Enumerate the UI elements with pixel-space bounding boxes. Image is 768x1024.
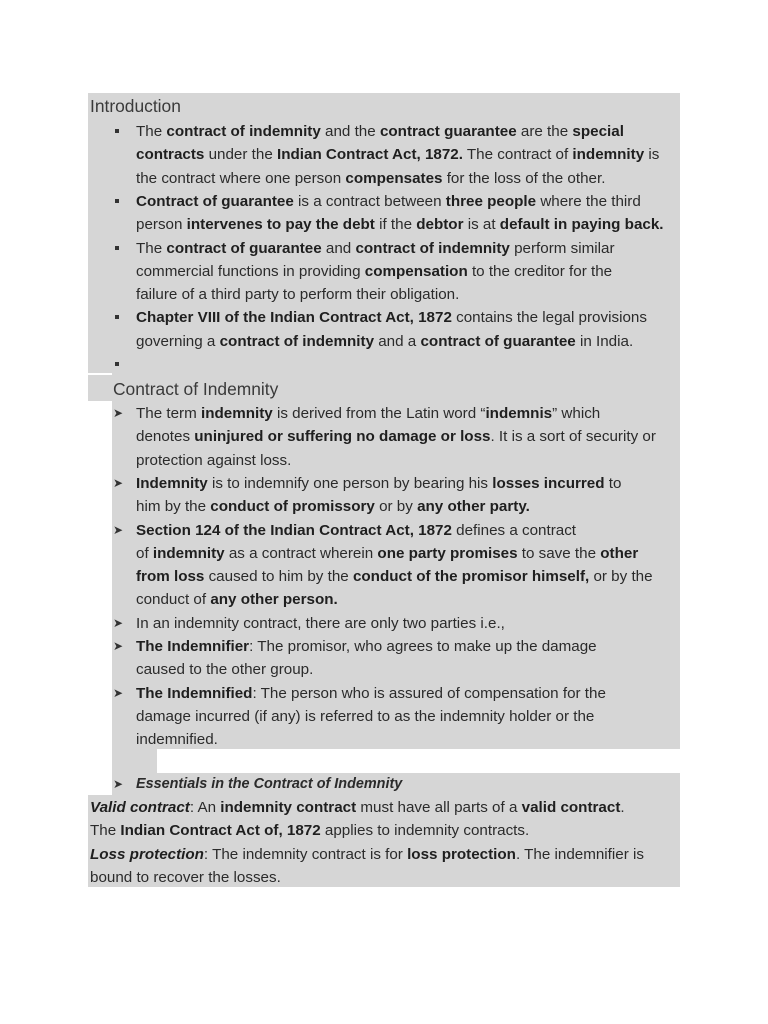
text-run: failure of a third party to perform their obligation.	[136, 286, 460, 304]
arrow-bullet-icon: ➤	[113, 639, 124, 653]
text-line	[136, 283, 459, 306]
arrow-bullet-icon: ➤	[113, 406, 124, 420]
bold-text: Chapter VIII of the Indian Contract Act, 1872	[136, 309, 452, 327]
text-line	[136, 519, 576, 542]
text-run: under the	[204, 146, 277, 164]
text-line	[136, 402, 600, 425]
text-run: is at	[463, 216, 500, 234]
text-run: defines a contract	[451, 521, 577, 539]
text-line	[90, 796, 625, 819]
text-run: The contract of	[462, 146, 573, 164]
essentials-heading: Essentials in the Contract of Indemnity	[136, 776, 403, 792]
bold-text: losses incurred	[492, 474, 605, 492]
text-line	[90, 843, 644, 866]
text-run: damage incurred (if any) is referred to as the indemnity holder or the	[136, 707, 595, 725]
highlight-block	[88, 375, 112, 401]
text-run: and the	[320, 123, 380, 140]
text-run: are the	[516, 123, 573, 140]
text-run: In an indemnity contract, there are only two parties i.e.,	[136, 614, 505, 632]
bold-text: conduct of promissory	[210, 498, 375, 516]
text-run: or by the	[589, 568, 653, 586]
text-run: The	[136, 239, 167, 257]
text-line	[136, 120, 624, 143]
arrow-bullet-icon: ➤	[113, 475, 124, 490]
bold-text: contract of guarantee	[166, 239, 322, 257]
text-run: The	[90, 822, 121, 840]
bold-text: contract of indemnity	[219, 332, 375, 350]
text-run: ” which	[552, 405, 601, 422]
bold-text: debtor	[416, 216, 464, 234]
text-run: caused to the other group.	[136, 661, 314, 679]
bold-text: The Indemnifier	[136, 638, 250, 655]
bold-text: intervenes to pay the debt	[186, 216, 375, 234]
bold-text: one party promises	[377, 544, 518, 562]
bold-text: indemnity	[152, 544, 225, 562]
bold-text: other	[600, 544, 639, 562]
text-line	[136, 728, 218, 751]
bold-text: indemnity	[572, 146, 645, 164]
bold-text: indemnis	[485, 405, 553, 422]
text-line	[136, 213, 664, 236]
text-line	[90, 866, 281, 889]
bold-text: three people	[445, 192, 537, 210]
text-run: in India.	[575, 332, 634, 350]
text-run: and	[321, 239, 356, 257]
text-run: .	[620, 799, 625, 816]
text-line	[136, 306, 647, 329]
bold-text: uninjured or suffering no damage or loss	[194, 428, 491, 446]
text-run: governing a	[136, 332, 220, 350]
bold-text: valid contract	[521, 799, 621, 816]
text-run: must have all parts of a	[356, 799, 522, 816]
square-bullet-icon	[115, 129, 119, 133]
text-run: caused to him by the	[204, 568, 353, 586]
bold-text: special	[572, 123, 624, 140]
text-run: contains the legal provisions	[451, 309, 647, 327]
text-run: : The person who is assured of compensation for the	[252, 684, 606, 702]
text-line	[136, 658, 313, 681]
bold-text: Indemnity	[136, 474, 208, 492]
square-bullet-icon	[115, 315, 119, 319]
text-line	[136, 495, 530, 518]
highlight-block	[112, 749, 157, 773]
bold-italic-text: Loss protection	[90, 845, 204, 863]
text-line	[136, 472, 621, 495]
bold-text: from loss	[136, 568, 205, 586]
text-line	[136, 635, 597, 658]
text-run: for the loss of the other.	[442, 169, 606, 187]
bold-text: The Indemnified	[136, 684, 253, 702]
arrow-bullet-icon: ➤	[113, 615, 124, 630]
text-line	[136, 260, 612, 283]
empty-bullet	[115, 362, 119, 366]
text-line	[136, 705, 594, 728]
text-run: : The promisor, who agrees to make up the damage	[249, 638, 597, 655]
text-line	[136, 682, 606, 705]
arrow-bullet-icon: ➤	[113, 522, 124, 537]
text-run: protection against loss.	[136, 451, 292, 469]
text-run: him by the	[136, 498, 211, 516]
text-run: of	[136, 544, 153, 562]
bold-text: compensation	[364, 262, 468, 280]
arrow-bullet-icon: ➤	[113, 685, 124, 700]
text-line	[136, 143, 659, 166]
text-run: is	[644, 146, 660, 164]
text-run: : An	[189, 799, 221, 816]
text-run: perform similar	[509, 239, 615, 257]
bold-text: Section 124 of the Indian Contract Act, 1872	[136, 521, 452, 539]
text-run: and a	[374, 332, 421, 350]
text-run: : The indemnity contract is for	[203, 845, 408, 863]
text-run: is to indemnify one person by bearing his	[207, 474, 493, 492]
bold-text: indemnity	[201, 405, 273, 422]
bold-text: any other person.	[210, 591, 338, 609]
text-run: . The indemnifier is	[515, 845, 644, 863]
text-run: conduct of	[136, 591, 211, 609]
text-line	[136, 237, 615, 260]
text-line	[136, 425, 656, 448]
bold-text: loss protection	[407, 845, 516, 863]
text-line	[136, 449, 291, 472]
text-run: The	[136, 123, 167, 140]
bold-text: indemnity contract	[220, 799, 357, 816]
text-run: the contract where one person	[136, 169, 346, 187]
bold-italic-text: Valid contract	[90, 799, 190, 816]
text-run: to	[604, 474, 622, 492]
bold-text: conduct of the promisor himself,	[352, 568, 590, 586]
text-run: person	[136, 216, 187, 234]
text-run: if the	[374, 216, 417, 234]
contract-of-indemnity-heading: Contract of Indemnity	[113, 379, 279, 399]
bold-text: Indian Contract Act, 1872.	[277, 146, 463, 164]
text-run: is derived from the Latin word “	[272, 405, 486, 422]
text-run: to save the	[517, 544, 601, 562]
text-run: bound to recover the losses.	[90, 868, 281, 886]
text-line	[136, 565, 653, 588]
bold-text: compensates	[345, 169, 443, 187]
text-line	[136, 612, 505, 635]
text-run: or by	[374, 498, 418, 516]
text-line	[136, 330, 633, 353]
square-bullet-icon	[115, 246, 119, 250]
bold-text: contract of indemnity	[355, 239, 510, 257]
text-run: where the third	[536, 192, 641, 210]
bold-text: default in paying back.	[499, 216, 664, 234]
text-run: The term	[136, 405, 201, 422]
bold-text: Contract of guarantee	[136, 192, 294, 210]
text-line	[90, 819, 529, 842]
bold-text: contract guarantee	[379, 123, 517, 140]
bold-text: any other party.	[417, 498, 530, 516]
text-run: as a contract wherein	[224, 544, 378, 562]
bold-text: contract of guarantee	[420, 332, 576, 350]
bold-text: Indian Contract Act of, 1872	[120, 822, 321, 840]
text-line	[136, 542, 638, 565]
text-line	[136, 167, 605, 190]
text-line	[136, 190, 641, 213]
text-run: indemnified.	[136, 731, 218, 749]
text-run: is a contract between	[293, 192, 446, 210]
text-run: . It is a sort of security or	[490, 428, 656, 446]
text-run: to the creditor for the	[467, 262, 613, 280]
square-bullet-icon	[115, 199, 119, 203]
introduction-heading: Introduction	[90, 96, 181, 116]
arrow-bullet-icon: ➤	[113, 777, 124, 791]
text-run: commercial functions in providing	[136, 262, 365, 280]
text-line	[136, 588, 338, 611]
text-run: denotes	[136, 428, 195, 446]
text-run: applies to indemnity contracts.	[320, 822, 530, 840]
bold-text: contracts	[136, 146, 205, 164]
bold-text: contract of indemnity	[166, 123, 321, 140]
